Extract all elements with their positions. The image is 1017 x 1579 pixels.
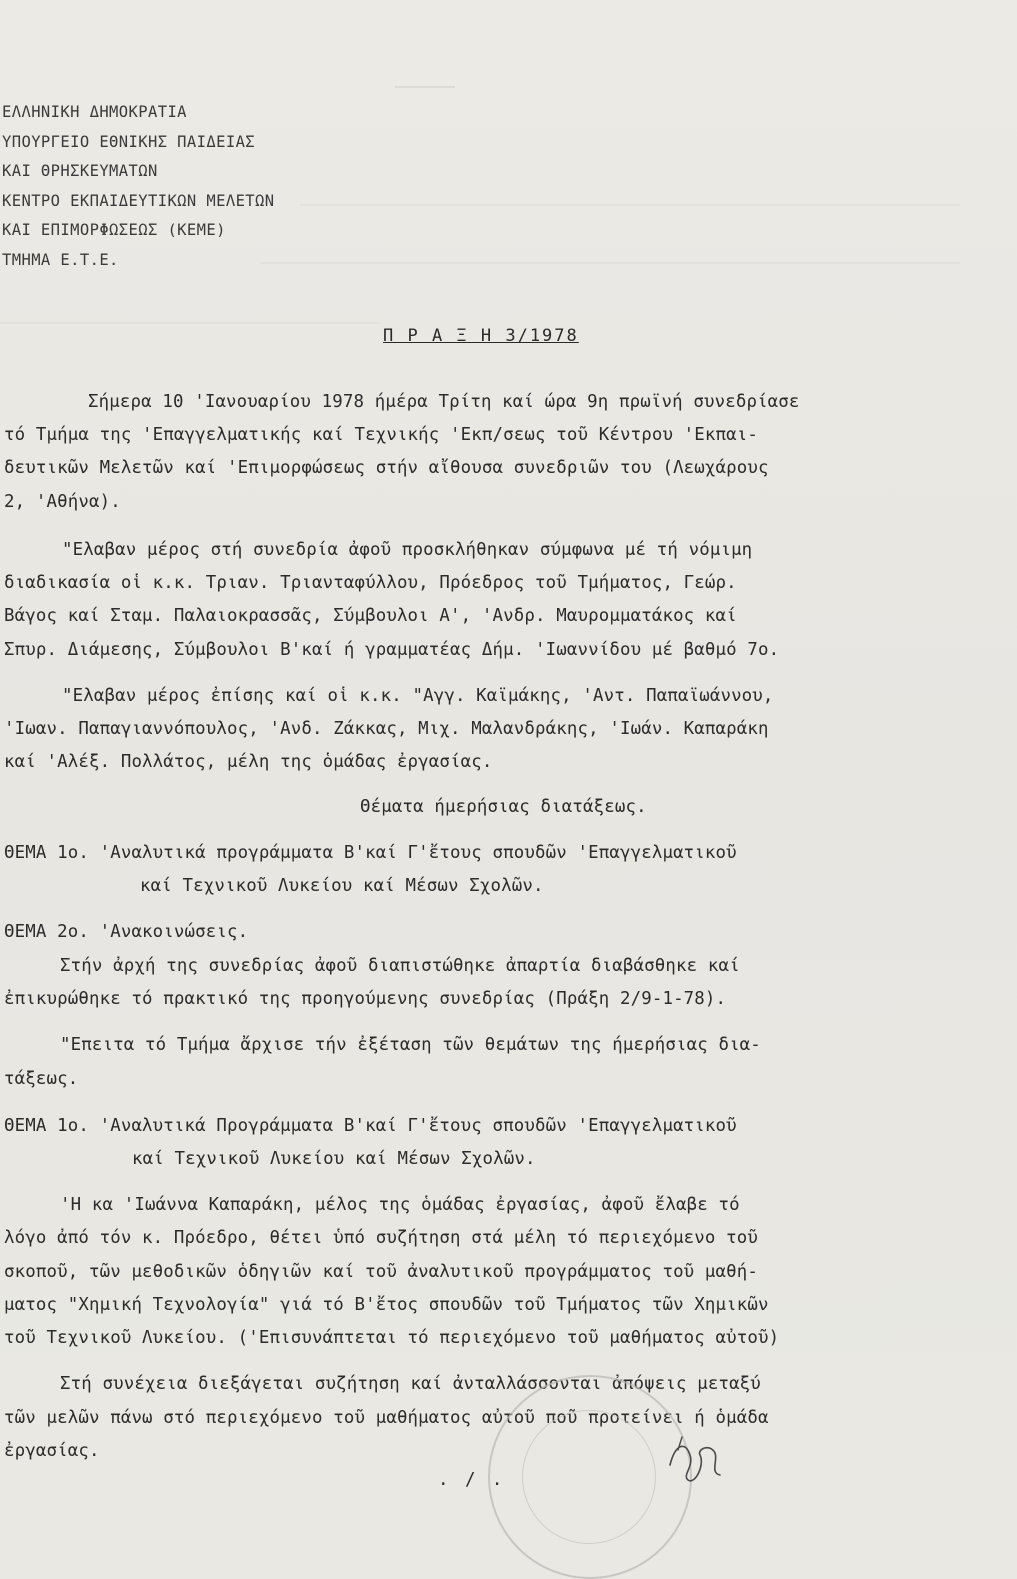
agenda-item: ΘΕΜΑ 2ο. 'Ανακοινώσεις. bbox=[4, 922, 249, 942]
body-line: 2, 'Αθήνα). bbox=[4, 492, 121, 512]
header-line: ΚΑΙ ΕΠΙΜΟΡΦΩΣΕΩΣ (ΚΕΜΕ) bbox=[2, 221, 226, 239]
document-title: Π Ρ Α Ξ Η 3/1978 bbox=[383, 326, 579, 346]
body-line: δευτικῶν Μελετῶν καί 'Επιμορφώσεως στήν αἴθουσα συνεδριῶν του (Λεωχάρους bbox=[4, 458, 769, 478]
body-line: "Ελαβαν μέρος ἐπίσης καί οἱ κ.κ. "Αγγ. Καϊμάκης, 'Αντ. Παπαϊωάννου, bbox=[62, 686, 774, 706]
agenda-heading: Θέματα ήμερήσιας διατάξεως. bbox=[360, 797, 647, 817]
header-line: ΕΛΛΗΝΙΚΗ ΔΗΜΟΚΡΑΤΙΑ bbox=[2, 103, 187, 121]
body-line: λόγο ἀπό τόν κ. Πρόεδρο, θέτει ὑπό συζήτηση στά μέλη τό περιεχόμενο τοῦ bbox=[4, 1228, 759, 1248]
body-line: 'Η κα 'Ιωάννα Καπαράκη, μέλος της ὁμάδας ἐργασίας, ἀφοῦ ἔλαβε τό bbox=[60, 1195, 740, 1215]
body-line: καί 'Αλέξ. Πολλάτος, μέλη της ὁμάδας ἐργασίας. bbox=[4, 752, 493, 772]
body-line: Στήν ἀρχή της συνεδρίας ἀφοῦ διαπιστώθηκε ἀπαρτία διαβάσθηκε καί bbox=[60, 956, 740, 976]
show-through-mark bbox=[395, 86, 455, 88]
header-line: ΤΜΗΜΑ Ε.Τ.Ε. bbox=[2, 250, 119, 269]
body-line: ματος "Χημική Τεχνολογία" γιά τό Β'ἔτος σπουδῶν τοῦ Τμήματος τῶν Χημικῶν bbox=[4, 1295, 769, 1315]
show-through-mark bbox=[0, 322, 380, 324]
body-line: ἐργασίας. bbox=[4, 1441, 100, 1461]
header-line: ΚΑΙ ΘΡΗΣΚΕΥΜΑΤΩΝ bbox=[2, 162, 158, 180]
body-line: "Ελαβαν μέρος στή συνεδρία ἀφοῦ προσκλήθηκαν σύμφωνα μέ τή νόμιμη bbox=[62, 540, 753, 560]
header-line: ΥΠΟΥΡΓΕΙΟ ΕΘΝΙΚΗΣ ΠΑΙΔΕΙΑΣ bbox=[2, 132, 256, 151]
body-line: 'Ιωαν. Παπαγιαννόπουλος, 'Ανδ. Ζάκκας, Μιχ. Μαλανδράκης, 'Ιωάν. Καπαράκη bbox=[4, 719, 769, 739]
body-line: τό Τμήμα της 'Επαγγελματικής καί Τεχνικής 'Εκπ/σεως τοῦ Κέντρου 'Εκπαι- bbox=[4, 425, 759, 445]
agenda-item: ΘΕΜΑ 1ο. 'Αναλυτικά προγράμματα Β'καί Γ'ἔτους σπουδῶν 'Επαγγελματικοῦ bbox=[4, 843, 737, 863]
body-line: Στή συνέχεια διεξάγεται συζήτηση καί ἀνταλλάσσονται ἀπόψεις μεταξύ bbox=[60, 1374, 761, 1394]
body-line: Σπυρ. Διάμεσης, Σύμβουλοι Β'καί ή γραμματέας Δήμ. 'Ιωαννίδου μέ βαθμό 7ο. bbox=[4, 640, 780, 660]
body-line: τάξεως. bbox=[4, 1069, 79, 1089]
body-line: τοῦ Τεχνικοῦ Λυκείου. ('Επισυνάπτεται τό περιεχόμενο τοῦ μαθήματος αὐτοῦ) bbox=[4, 1328, 780, 1348]
issuer-header bbox=[2, 98, 275, 275]
body-line: διαδικασία οἱ κ.κ. Τριαν. Τριανταφύλλου, Πρόεδρος τοῦ Τμήματος, Γεώρ. bbox=[4, 573, 737, 593]
body-line: σκοποῦ, τῶν μεθοδικῶν ὁδηγιῶν καί τοῦ ἀναλυτικοῦ προγράμματος τοῦ μαθή- bbox=[4, 1262, 759, 1282]
body-line: "Επειτα τό Τμήμα ἄρχισε τήν ἐξέταση τῶν θεμάτων της ήμερήσιας δια- bbox=[60, 1035, 761, 1055]
body-line: Σήμερα 10 'Ιανουαρίου 1978 ήμέρα Τρίτη καί ώρα 9η πρωϊνή συνεδρίασε bbox=[88, 392, 800, 412]
agenda-item: καί Τεχνικοῦ Λυκείου καί Μέσων Σχολῶν. bbox=[132, 1149, 536, 1169]
body-line: ἐπικυρώθηκε τό πρακτικό της προηγούμενης συνεδρίας (Πράξη 2/9-1-78). bbox=[4, 989, 727, 1009]
agenda-item: ΘΕΜΑ 1ο. 'Αναλυτικά Προγράμματα Β'καί Γ'ἔτους σπουδῶν 'Επαγγελματικοῦ bbox=[4, 1116, 737, 1136]
agenda-item: καί Τεχνικοῦ Λυκείου καί Μέσων Σχολῶν. bbox=[140, 876, 544, 896]
show-through-mark bbox=[260, 262, 960, 264]
header-line: ΚΕΝΤΡΟ ΕΚΠΑΙΔΕΥΤΙΚΩΝ ΜΕΛΕΤΩΝ bbox=[2, 191, 275, 210]
show-through-mark bbox=[300, 204, 960, 206]
body-line: Βάγος καί Σταμ. Παλαιοκρασσᾶς, Σύμβουλοι Α', 'Ανδρ. Μαυρομματάκος καί bbox=[4, 606, 737, 626]
body-line: τῶν μελῶν πάνω στό περιεχόμενο τοῦ μαθήματος αὐτοῦ ποῦ προτείνει ή ὁμάδα bbox=[4, 1408, 769, 1428]
official-seal-inner-ring bbox=[522, 1410, 656, 1544]
page-continuation-mark: . / . bbox=[438, 1470, 506, 1490]
signature-icon bbox=[660, 1425, 730, 1490]
